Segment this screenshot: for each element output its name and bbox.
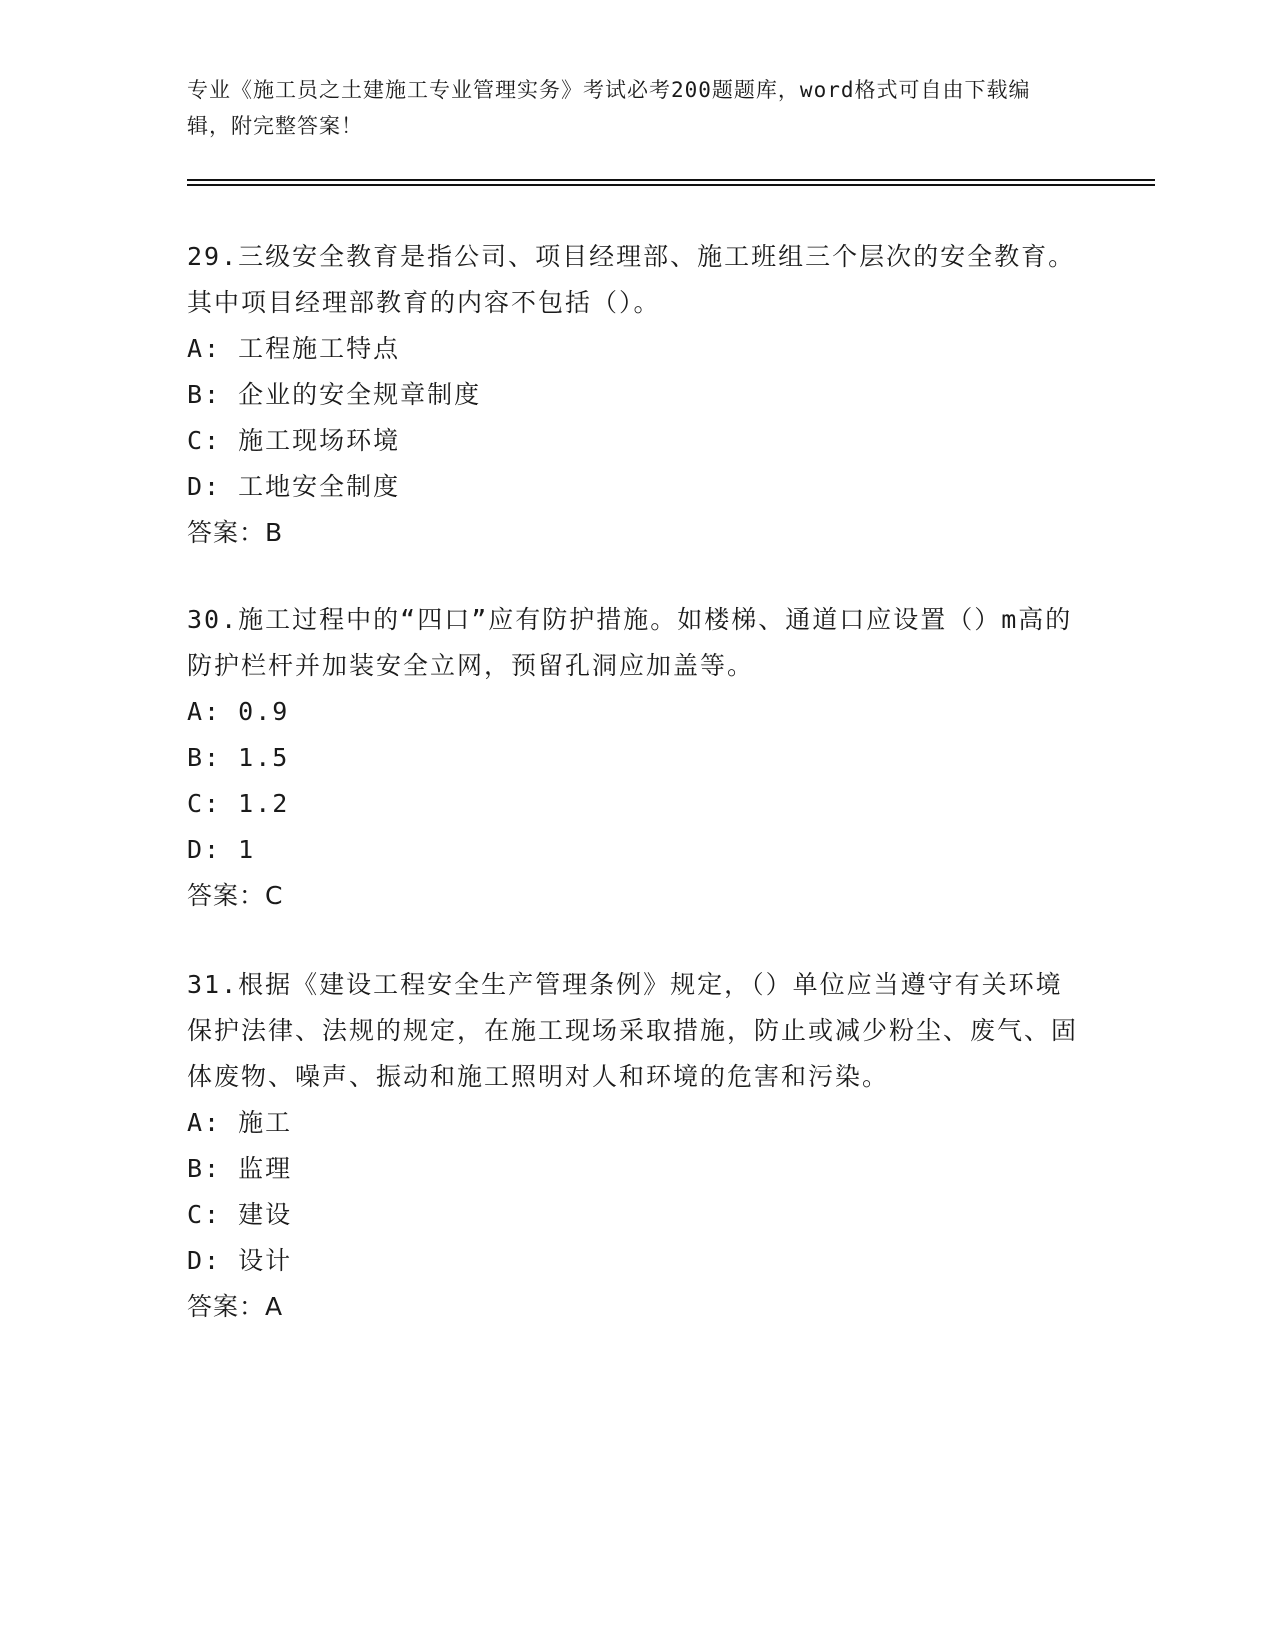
option-a: A: 0.9	[187, 697, 290, 726]
option-c: C: 建设	[187, 1200, 293, 1229]
question-30	[187, 597, 1087, 919]
option-a: A: 工程施工特点	[187, 334, 401, 363]
option-b: B: 1.5	[187, 743, 290, 772]
option-d: D: 1	[187, 835, 256, 864]
question-29	[187, 234, 1087, 556]
header-divider-bottom	[187, 184, 1155, 186]
header-text: 专业《施工员之土建施工专业管理实务》考试必考200题题库，word格式可自由下载编辑，附完整答案！	[187, 78, 1031, 138]
answer: 答案：B	[187, 518, 284, 547]
option-b: B: 监理	[187, 1154, 293, 1183]
option-c: C: 施工现场环境	[187, 426, 401, 455]
option-d: D: 工地安全制度	[187, 472, 401, 501]
answer: 答案：C	[187, 881, 284, 910]
question-text: 30.施工过程中的“四口”应有防护措施。如楼梯、通道口应设置（）m高的防护栏杆并加装安全立网，预留孔洞应加盖等。	[187, 605, 1073, 680]
question-text: 31.根据《建设工程安全生产管理条例》规定，（）单位应当遵守有关环境保护法律、法规的规定，在施工现场采取措施，防止或减少粉尘、废气、固体废物、噪声、振动和施工照明对人和环境的危害和污染。	[187, 970, 1079, 1091]
header-divider-top	[187, 179, 1155, 181]
answer: 答案：A	[187, 1292, 284, 1321]
option-c: C: 1.2	[187, 789, 290, 818]
question-31	[187, 962, 1087, 1330]
question-text: 29.三级安全教育是指公司、项目经理部、施工班组三个层次的安全教育。其中项目经理部教育的内容不包括（）。	[187, 242, 1076, 317]
option-d: D: 设计	[187, 1246, 293, 1275]
option-a: A: 施工	[187, 1108, 293, 1137]
option-b: B: 企业的安全规章制度	[187, 380, 482, 409]
document-header	[187, 72, 1067, 144]
